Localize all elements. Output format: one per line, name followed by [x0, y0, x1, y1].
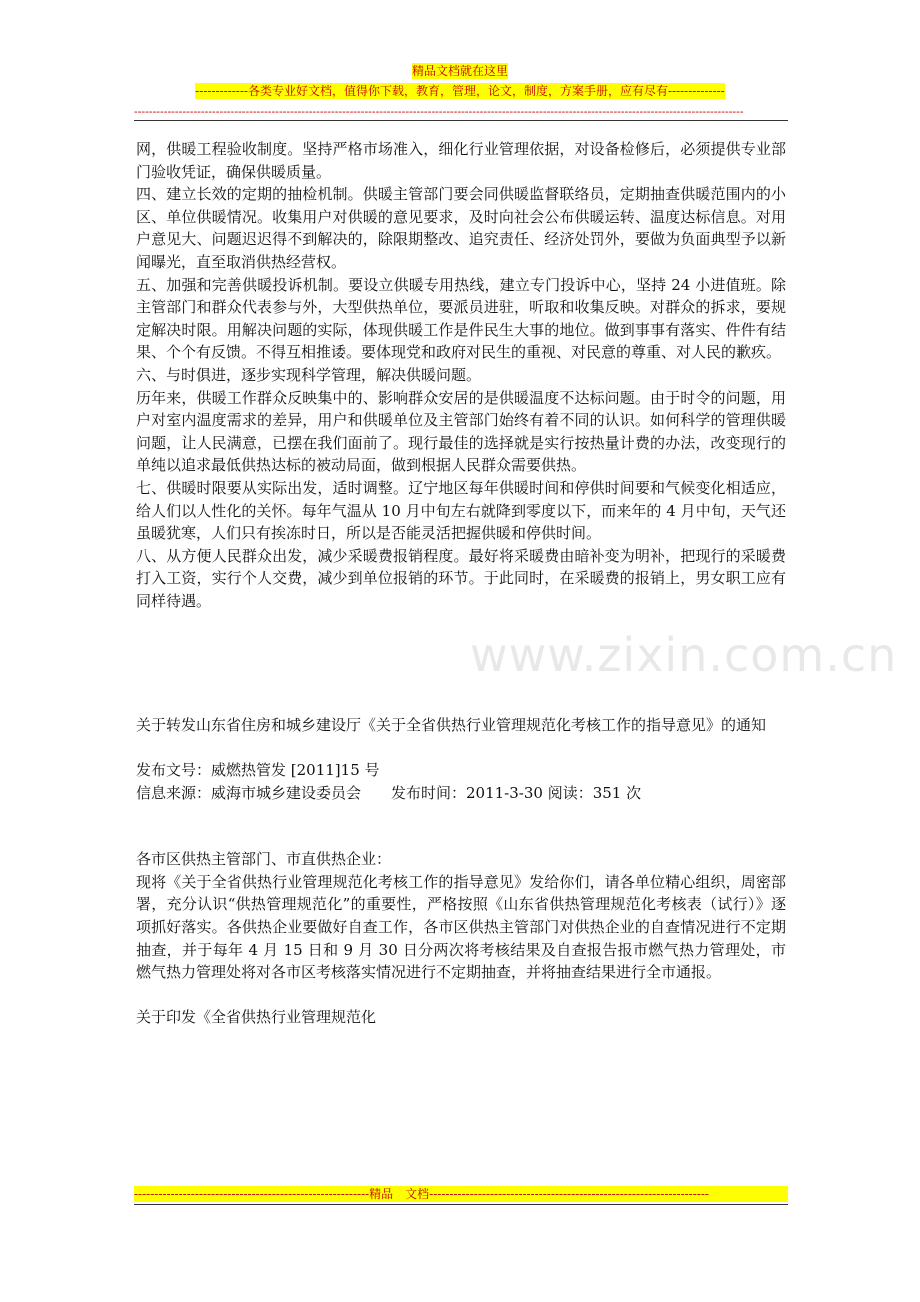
paragraph: 八、从方便人民群众出发，减少采暖费报销程度。最好将采暖费由暗补变为明补，把现行的采暖费打入工资，实行个人交费，减少到单位报销的环节。于此同时，在采暖费的报销上，男女职工应有同样待遇。: [136, 546, 786, 610]
watermark: www.zixin.com.cn: [470, 628, 898, 682]
header-subtitle: -------------各类专业好文档，值得你下载，教育，管理，论文，制度，方案手册，应有尽有--------------: [195, 84, 725, 98]
notice-title: 关于转发山东省住房和城乡建设厅《关于全省供热行业管理规范化考核工作的指导意见》的通知: [136, 716, 767, 735]
paragraph: 六、与时俱进，逐步实现科学管理，解决供暖问题。: [136, 365, 482, 384]
source-line: 信息来源：威海市城乡建设委员会 发布时间：2011-3-30 阅读：351 次: [136, 783, 642, 802]
paragraph: 历年来，供暖工作群众反映集中的、影响群众安居的是供暖温度不达标问题。由于时令的问题，用户对室内温度需求的差异，用户和供暖单位及主管部门始终有着不同的认识。如何科学的管理供暖问题，让人民满意，已摆在我们面前了。现行最佳的选择就是实行按热量计费的办法，改变现行的单纯以追求最低供热达标的被动局面，做到根据人民群众需要供热。: [136, 388, 786, 475]
closing-line: 关于印发《全省供热行业管理规范化: [136, 1007, 377, 1026]
footer-banner: ----------------------------------------------------------精品 文档---------------------------------------------------------------------: [134, 1186, 788, 1202]
header-dash-line: --------------------------------------------------------------------------------------------------------------------------------------------------------------------: [134, 106, 744, 118]
document-body: [136, 138, 786, 1028]
footer-divider: [134, 1204, 788, 1205]
paragraph: 网，供暖工程验收制度。坚持严格市场准入，细化行业管理依据，对设备检修后，必须提供专业部门验收凭证，确保供暖质量。: [136, 140, 786, 181]
header-title: 精品文档就在这里: [411, 64, 508, 78]
paragraph: 四、建立长效的定期的抽检机制。供暖主管部门要会同供暖监督联络员，定期抽查供暖范围内的小区、单位供暖情况。收集用户对供暖的意见要求，及时向社会公布供暖运转、温度达标信息。对用户意见大、问题迟迟得不到解决的，除限期整改、追究责任、经济处罚外，要做为负面典型予以新闻曝光，直至取消供热经营权。: [136, 185, 786, 271]
salutation: 各市区供热主管部门、市直供热企业：: [136, 850, 392, 869]
page-header: [0, 60, 920, 99]
paragraph: 五、加强和完善供暖投诉机制。要设立供暖专用热线，建立专门投诉中心，坚持 24 小进值班。除主管部门和群众代表参与外，大型供热单位，要派员进驻，听取和收集反映。对群众的拆求，要规定解决时限。用解决问题的实际，体现供暖工作是件民生大事的地位。做到事事有落实、件件有结果、个个有反馈。不得互相推诿。要体现党和政府对民生的重视、对民意的尊重、对人民的歉疚。: [136, 275, 786, 362]
paragraph: 七、供暖时限要从实际出发，适时调整。辽宁地区每年供暖时间和停供时间要和气候变化相适应，给人们以人性化的关怀。每年气温从 10 月中旬左右就降到零度以下，而来年的 4 月中旬，天气还虽暖犹寒，人们只有挨冻时日，所以是否能灵活把握供暖和停供时间。: [136, 478, 786, 543]
doc-number: 发布文号：威燃热管发 [2011]15 号: [136, 761, 380, 780]
notice-body: 现将《关于全省供热行业管理规范化考核工作的指导意见》发给你们，请各单位精心组织，周密部署，充分认识“供热管理规范化”的重要性，严格按照《山东省供热管理规范化考核表（试行）》逐项抓好落实。各供热企业要做好自查工作，各市区供热主管部门对供热企业的自查情况进行不定期抽查，并于每年 4 月 15 日和 9 月 30 日分两次将考核结果及自查报告报市燃气热力管理处，市燃气热力管理处将对各市区考核落实情况进行不定期抽查，并将抽查结果进行全市通报。: [136, 872, 786, 982]
header-divider: [134, 120, 788, 121]
